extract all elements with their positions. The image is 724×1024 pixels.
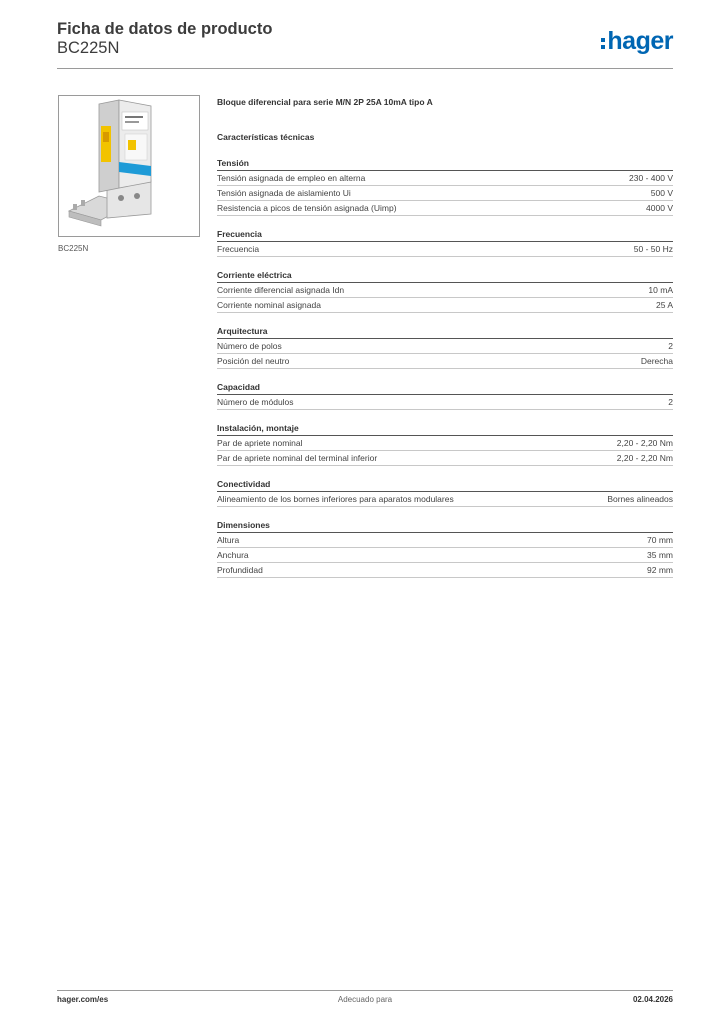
spec-row	[217, 186, 673, 201]
product-reference: BC225N	[57, 39, 120, 57]
spec-label: Altura	[217, 535, 240, 545]
spec-label: Posición del neutro	[217, 356, 290, 366]
spec-value: 70 mm	[647, 535, 673, 545]
page-header	[57, 20, 673, 70]
spec-row	[217, 339, 673, 354]
logo-colon-icon	[601, 38, 605, 49]
section-dimensions	[217, 519, 673, 578]
section-capacity	[217, 381, 673, 410]
spec-value: 2,20 - 2,20 Nm	[616, 453, 673, 463]
spec-value: 50 - 50 Hz	[633, 244, 673, 254]
spec-label: Número de polos	[217, 341, 282, 351]
spec-label: Corriente diferencial asignada Idn	[217, 285, 345, 295]
footer-website-link[interactable]: hager.com/es	[57, 995, 109, 1004]
spec-row	[217, 548, 673, 563]
spec-label: Resistencia a picos de tensión asignada (Uimp)	[217, 203, 397, 213]
section-current	[217, 269, 673, 313]
product-description: Bloque diferencial para serie M/N 2P 25A 10mA tipo A	[217, 97, 433, 107]
spec-value: 2,20 - 2,20 Nm	[616, 438, 673, 448]
section-heading: Instalación, montaje	[217, 422, 673, 436]
section-tension	[217, 157, 673, 216]
image-caption: BC225N	[58, 244, 89, 253]
section-heading: Corriente eléctrica	[217, 269, 673, 283]
spec-row	[217, 492, 673, 507]
datasheet-content	[217, 95, 673, 578]
spec-label: Alineamiento de los bornes inferiores para aparatos modulares	[217, 494, 454, 504]
hager-logo	[601, 28, 673, 54]
spec-value: 92 mm	[647, 565, 673, 575]
section-heading: Frecuencia	[217, 228, 673, 242]
section-installation	[217, 422, 673, 466]
section-heading: Dimensiones	[217, 519, 673, 533]
spec-value: 35 mm	[647, 550, 673, 560]
spec-value: 10 mA	[648, 285, 673, 295]
footer-date: 02.04.2026	[632, 995, 673, 1004]
section-frequency	[217, 228, 673, 257]
spec-row	[217, 242, 673, 257]
section-heading: Capacidad	[217, 381, 673, 395]
spec-value: 230 - 400 V	[629, 173, 673, 183]
spec-value: 25 A	[655, 300, 673, 310]
spec-label: Profundidad	[217, 565, 263, 575]
spec-value: 2	[668, 397, 673, 407]
spec-row	[217, 533, 673, 548]
section-heading: Tensión	[217, 157, 673, 171]
spec-label: Tensión asignada de empleo en alterna	[217, 173, 366, 183]
spec-row	[217, 395, 673, 410]
spec-value: Bornes alineados	[607, 494, 673, 504]
spec-value: 4000 V	[646, 203, 673, 213]
spec-row	[217, 171, 673, 186]
footer-divider	[57, 990, 673, 991]
section-heading: Arquitectura	[217, 325, 673, 339]
residual-current-block-icon	[59, 96, 199, 236]
spec-row	[217, 436, 673, 451]
page-title: Ficha de datos de producto	[57, 20, 273, 38]
product-image	[58, 95, 200, 237]
spec-label: Frecuencia	[217, 244, 260, 254]
spec-label: Corriente nominal asignada	[217, 300, 321, 310]
spec-row	[217, 563, 673, 578]
spec-label: Número de módulos	[217, 397, 294, 407]
section-connectivity	[217, 478, 673, 507]
spec-label: Tensión asignada de aislamiento Ui	[217, 188, 351, 198]
characteristics-title: Características técnicas	[217, 132, 315, 142]
spec-row	[217, 201, 673, 216]
spec-value: 500 V	[650, 188, 673, 198]
spec-row	[217, 451, 673, 466]
section-architecture	[217, 325, 673, 369]
spec-value: 2	[668, 341, 673, 351]
spec-label: Anchura	[217, 550, 249, 560]
page-footer	[57, 995, 673, 1011]
spec-row	[217, 298, 673, 313]
spec-row	[217, 283, 673, 298]
section-heading: Conectividad	[217, 478, 673, 492]
header-divider	[57, 68, 673, 69]
spec-label: Par de apriete nominal	[217, 438, 303, 448]
logo-wordmark: hager	[607, 27, 673, 55]
spec-row	[217, 354, 673, 369]
spec-label: Par de apriete nominal del terminal inferior	[217, 453, 378, 463]
footer-suitable-for: Adecuado para	[337, 995, 393, 1004]
spec-value: Derecha	[640, 356, 673, 366]
